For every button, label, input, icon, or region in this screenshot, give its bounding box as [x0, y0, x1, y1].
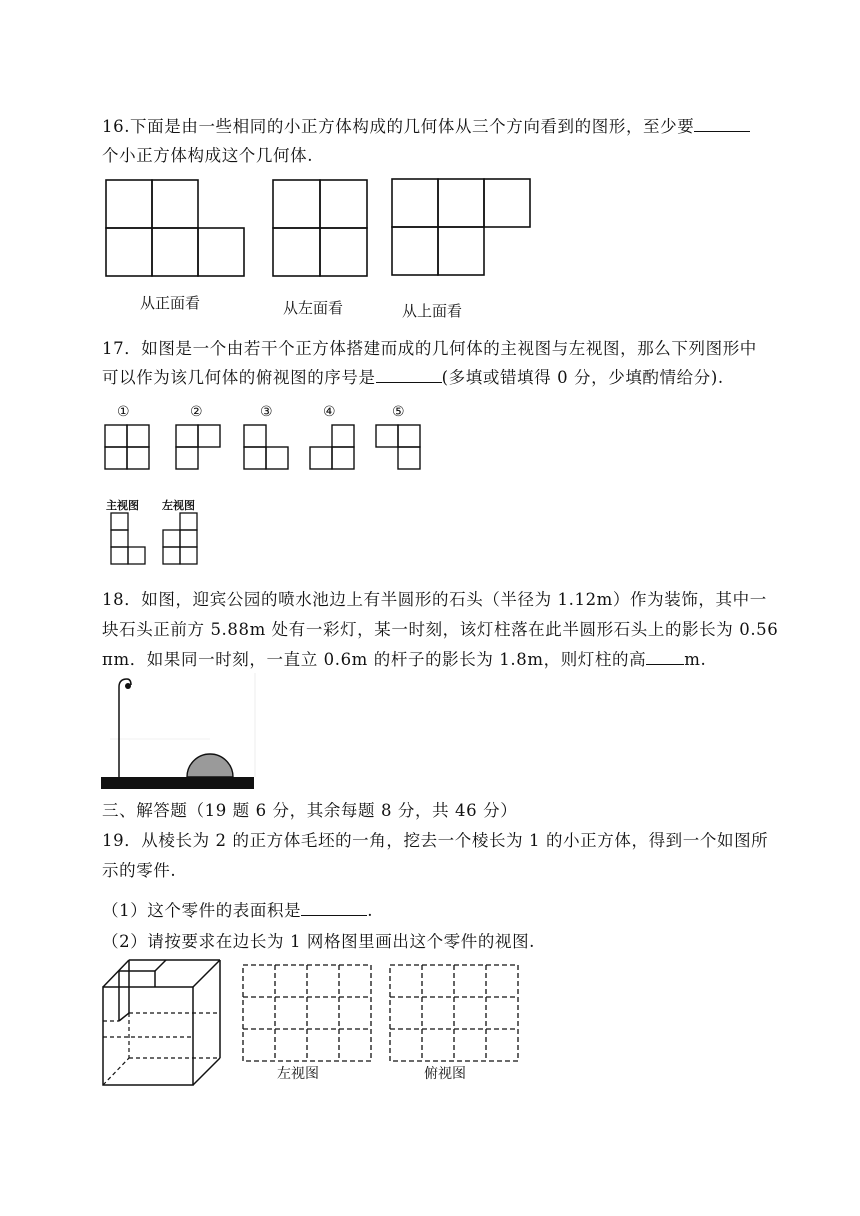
q17-line2: 可以作为该几何体的俯视图的序号是 (多填或错填得 0 分，少填酌情给分).: [102, 368, 724, 387]
q19-part1: （1）这个零件的表面积是 .: [102, 901, 374, 920]
q17-left-view-label: 左视图: [162, 499, 195, 512]
q18-line1: 18．如图，迎宾公园的喷水池边上有半圆形的石头（半径为 1.12m）作为装饰，其中一: [102, 590, 767, 609]
q19-left-view-caption: 左视图: [277, 1066, 319, 1082]
q17-option-label-2: ②: [190, 404, 203, 420]
q19-cube-figure: [100, 957, 230, 1089]
q16-answer-blank[interactable]: [694, 117, 750, 132]
q19-top-view-caption: 俯视图: [424, 1066, 466, 1082]
q17-option-5-figure: [375, 424, 447, 472]
q17-line1: 17．如图是一个由若干个正方体搭建而成的几何体的主视图与左视图，那么下列图形中: [102, 339, 757, 358]
q17-option-label-5: ⑤: [392, 404, 405, 420]
q19-answer-blank[interactable]: [301, 901, 367, 916]
q19-line1: 19．从棱长为 2 的正方体毛坯的一角，挖去一个棱长为 1 的小正方体，得到一个如图所: [102, 831, 769, 850]
q17-option-2-figure: [175, 424, 247, 472]
q17-main-view-figure: [110, 512, 152, 566]
q16-top-view: [391, 178, 533, 278]
q16-line1: 16.下面是由一些相同的小正方体构成的几何体从三个方向看到的图形，至少要: [102, 113, 750, 137]
q17-option-label-1: ①: [117, 404, 130, 420]
q18-line2: 块石头正前方 5.88m 处有一彩灯，某一时刻，该灯柱落在此半圆形石头上的影长为 0.56: [102, 620, 779, 639]
q18-answer-blank[interactable]: [646, 650, 684, 665]
q17-option-1-figure: [104, 424, 152, 472]
q16-caption-left: 从左面看: [283, 299, 344, 317]
q16-front-view: [105, 179, 247, 279]
q18-line3: πm．如果同一时刻，一直立 0.6m 的杆子的影长为 1.8m，则灯柱的高 m.: [102, 650, 707, 669]
q19-top-view-grid: [389, 964, 521, 1064]
q17-main-view-label: 主视图: [106, 499, 139, 512]
q19-left-view-grid: [242, 964, 374, 1064]
q19-part2: （2）请按要求在边长为 1 网格图里画出这个零件的视图.: [102, 932, 536, 951]
q17-option-4-figure: [309, 424, 381, 472]
q16-caption-top: 从上面看: [402, 302, 463, 320]
q19-line2: 示的零件.: [102, 861, 177, 880]
section3-heading: 三、解答题（19 题 6 分，其余每题 8 分，共 46 分）: [102, 801, 518, 820]
q17-left-view-figure: [162, 512, 204, 566]
q17-option-label-3: ③: [260, 404, 273, 420]
q16-caption-front: 从正面看: [140, 294, 201, 312]
q17-option-label-4: ④: [323, 404, 336, 420]
q17-option-3-figure: [243, 424, 315, 472]
q18-lamp-figure: [100, 673, 260, 793]
q16-line2: 个小正方体构成这个几何体.: [102, 146, 314, 165]
q16-left-view: [272, 179, 370, 279]
q17-answer-blank[interactable]: [376, 368, 442, 383]
